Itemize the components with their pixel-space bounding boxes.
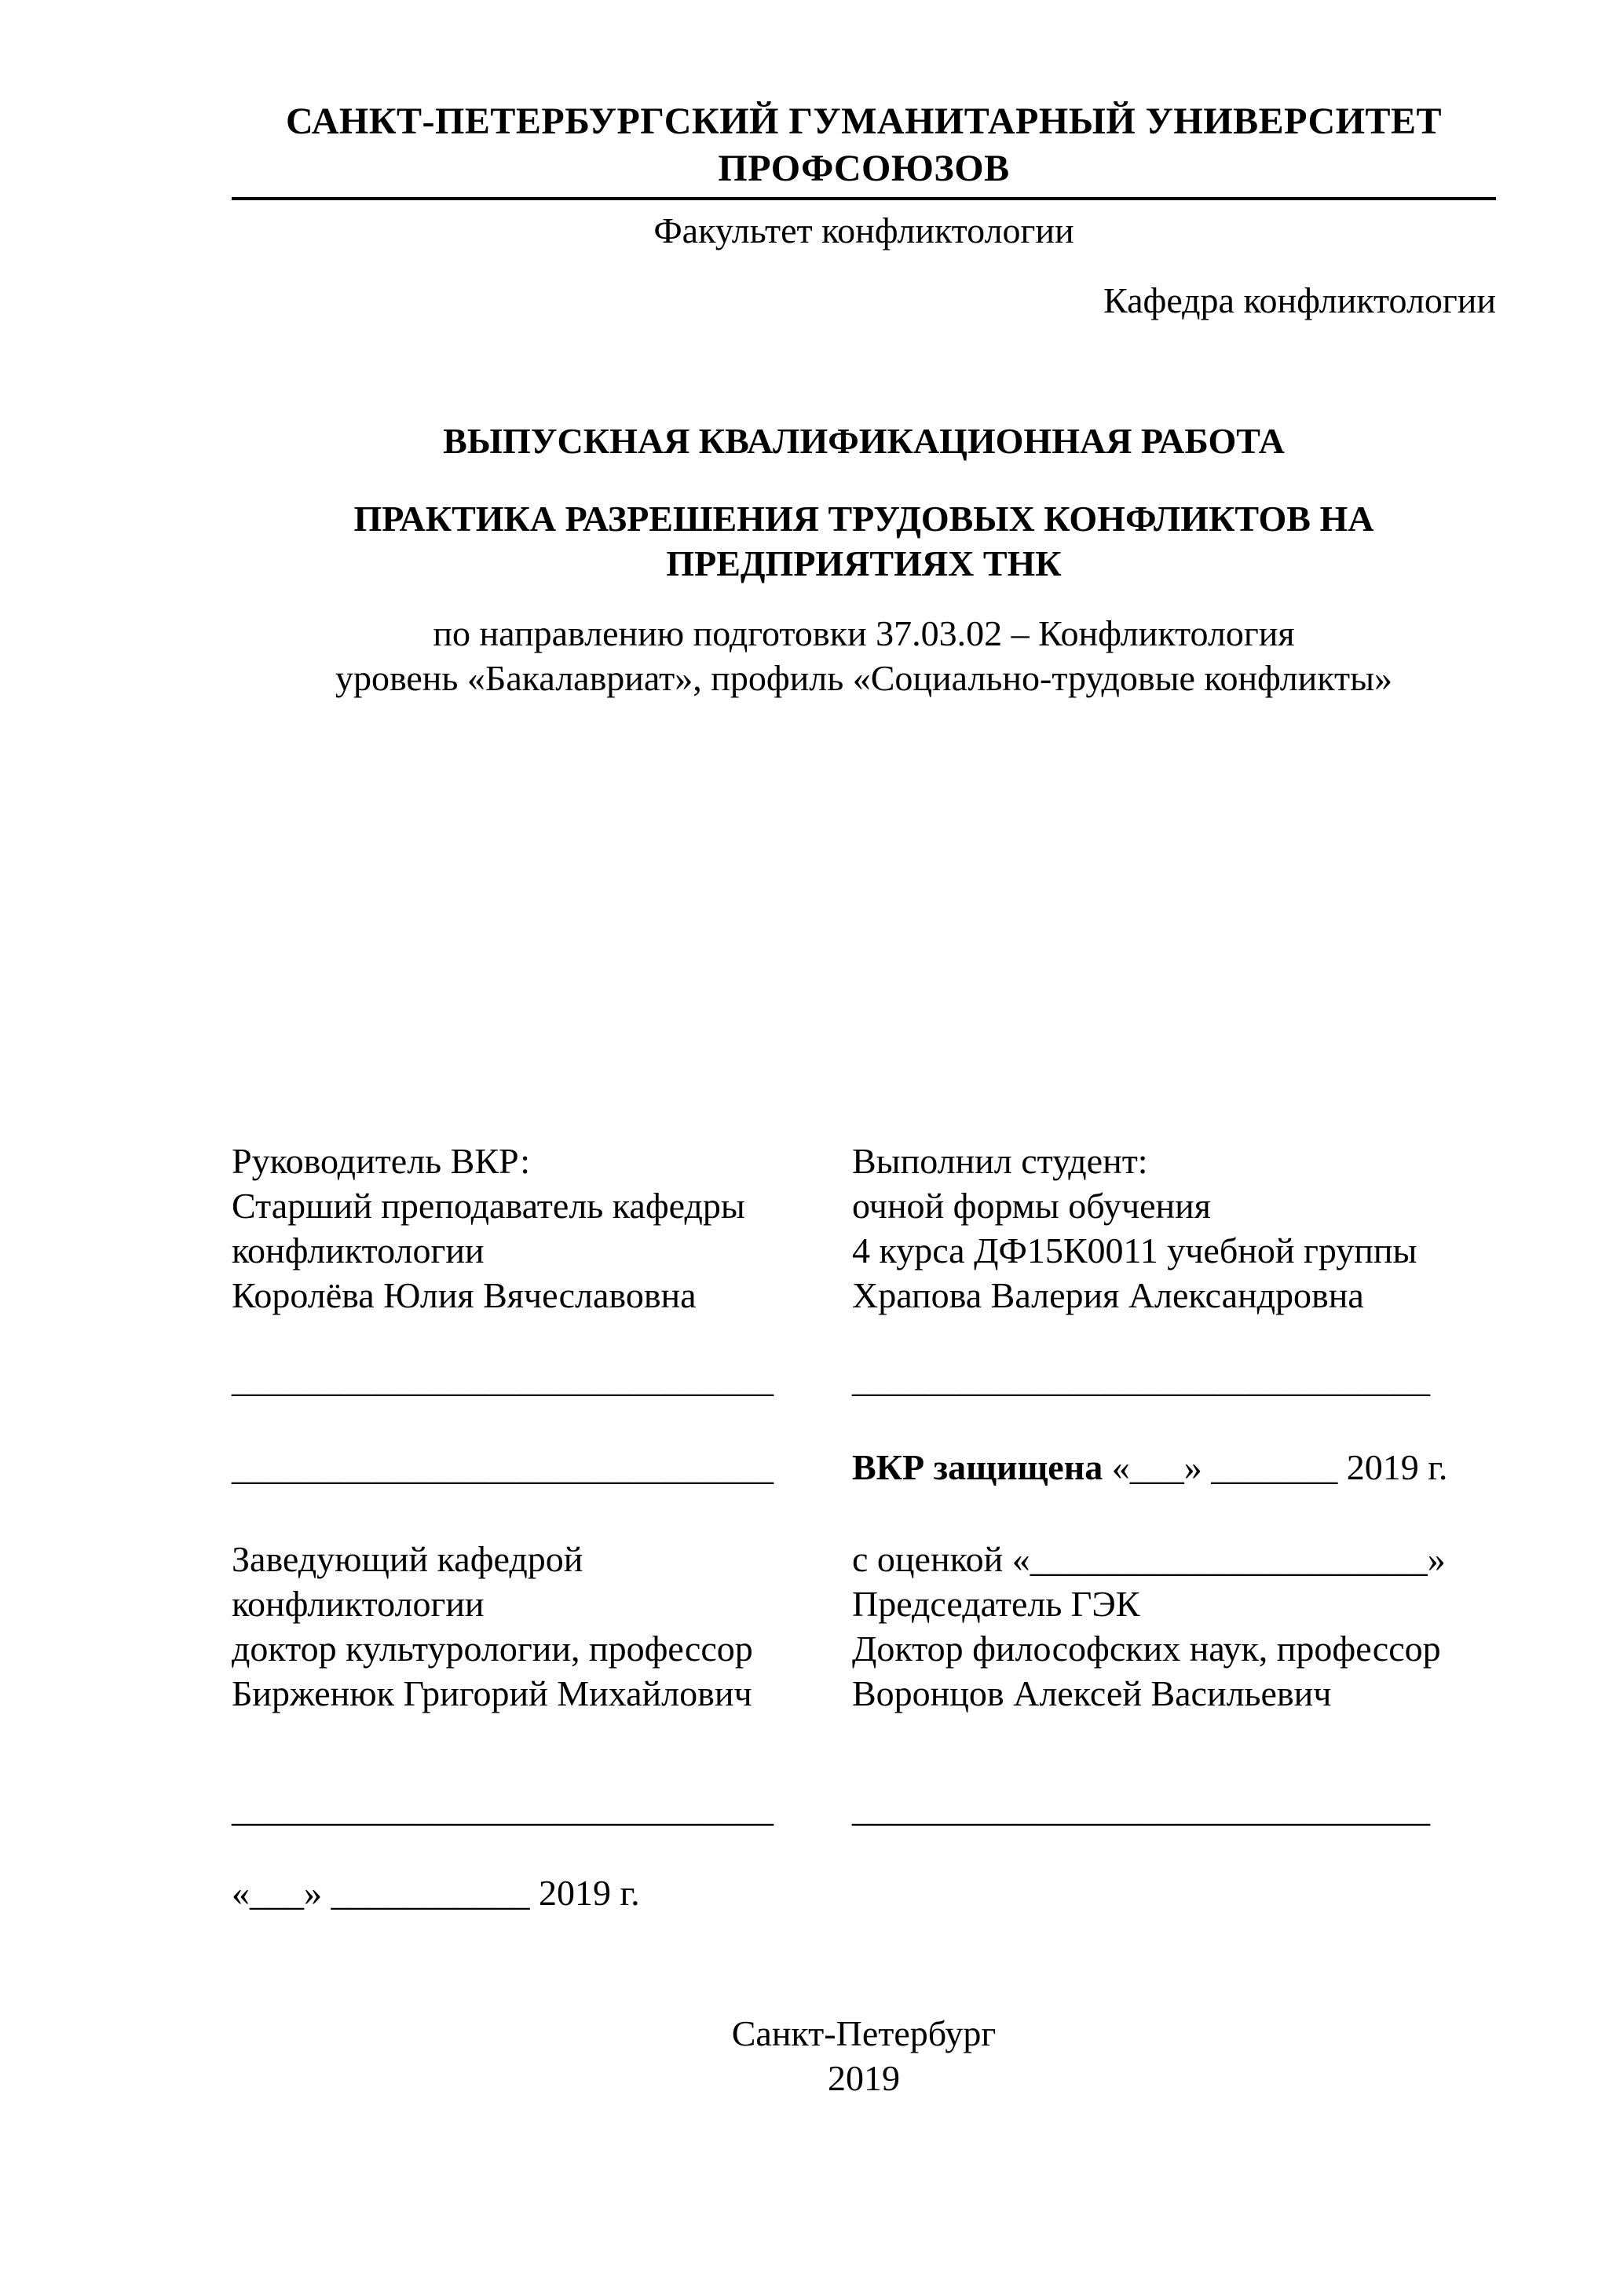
department-head-signature-line: ______________________________ — [232, 1789, 774, 1829]
spacer — [852, 1318, 1496, 1357]
commission-signature-line: ________________________________ — [852, 1789, 1430, 1829]
supervisor-signature-line-2: ______________________________ — [232, 1447, 774, 1487]
thesis-title-line1: ПРАКТИКА РАЗРЕШЕНИЯ ТРУДОВЫХ КОНФЛИКТОВ НА — [353, 499, 1374, 539]
spacer — [852, 1716, 1496, 1786]
student-group: 4 курса ДФ15К0011 учебной группы — [852, 1230, 1417, 1270]
department-head-name: Бирженюк Григорий Михайлович — [232, 1673, 752, 1713]
university-name-line1: САНКТ-ПЕТЕРБУРГСКИЙ ГУМАНИТАРНЫЙ УНИВЕРСИТЕТ — [285, 101, 1443, 142]
supervisor-name: Королёва Юлия Вячеславовна — [232, 1275, 697, 1315]
supervisor-position-line1: Старший преподаватель кафедры — [232, 1186, 745, 1226]
commission-chair-label: Председатель ГЭК — [852, 1584, 1140, 1624]
footer — [232, 2011, 1496, 2100]
department-head-position-line3: доктор культурологии, профессор — [232, 1629, 753, 1669]
supervisor-column — [232, 1139, 852, 1915]
student-signature-line: ________________________________ — [852, 1359, 1430, 1399]
department-head-position-line1: Заведующий кафедрой — [232, 1539, 583, 1579]
department-head-position-line2: конфликтологии — [232, 1584, 485, 1624]
spacer — [852, 1402, 1496, 1445]
defense-status-rest: «___» _______ 2019 г. — [1103, 1447, 1448, 1487]
faculty-name: Факультет конфликтологии — [653, 210, 1074, 250]
student-name: Храпова Валерия Александровна — [852, 1275, 1364, 1315]
department-head-date-line: «___» ___________ 2019 г. — [232, 1873, 640, 1913]
thesis-title — [232, 496, 1496, 586]
university-name — [232, 98, 1496, 192]
footer-year: 2019 — [828, 2058, 900, 2098]
empty-line — [852, 1870, 1496, 1915]
program-line: по направлению подготовки 37.03.02 – Конфликтология — [433, 613, 1295, 653]
student-study-form: очной формы обучения — [852, 1186, 1211, 1226]
spacer — [232, 1716, 852, 1786]
spacer — [232, 1831, 852, 1870]
spacer — [852, 1490, 1496, 1537]
level-line: уровень «Бакалавриат», профиль «Социально-трудовые конфликты» — [335, 658, 1393, 698]
student-role-label: Выполнил студент: — [852, 1141, 1148, 1181]
footer-city: Санкт-Петербург — [731, 2013, 997, 2053]
department-name: Кафедра конфликтологии — [1103, 280, 1496, 320]
commission-chair-position: Доктор философских наук, профессор — [852, 1629, 1441, 1669]
supervisor-role-label: Руководитель ВКР: — [232, 1141, 531, 1181]
header-divider — [232, 197, 1496, 200]
work-type-heading: ВЫПУСКНАЯ КВАЛИФИКАЦИОННАЯ РАБОТА — [443, 421, 1285, 461]
student-column — [852, 1139, 1496, 1915]
commission-chair-name: Воронцов Алексей Васильевич — [852, 1673, 1332, 1713]
spacer — [232, 1402, 852, 1445]
university-name-line2: ПРОФСОЮЗОВ — [718, 148, 1010, 189]
spacer — [852, 1831, 1496, 1870]
defense-status-bold: ВКР защищена — [852, 1447, 1103, 1487]
spacer — [232, 1490, 852, 1537]
supervisor-signature-line: ______________________________ — [232, 1359, 774, 1399]
program-block — [232, 611, 1496, 700]
defense-status-line — [852, 1445, 1496, 1490]
supervisor-position-line2: конфликтологии — [232, 1230, 485, 1270]
thesis-title-line2: ПРЕДПРИЯТИЯХ ТНК — [666, 543, 1062, 583]
spacer — [232, 1318, 852, 1357]
signature-columns — [232, 1139, 1496, 1915]
grade-line: с оценкой «______________________» — [852, 1539, 1446, 1579]
